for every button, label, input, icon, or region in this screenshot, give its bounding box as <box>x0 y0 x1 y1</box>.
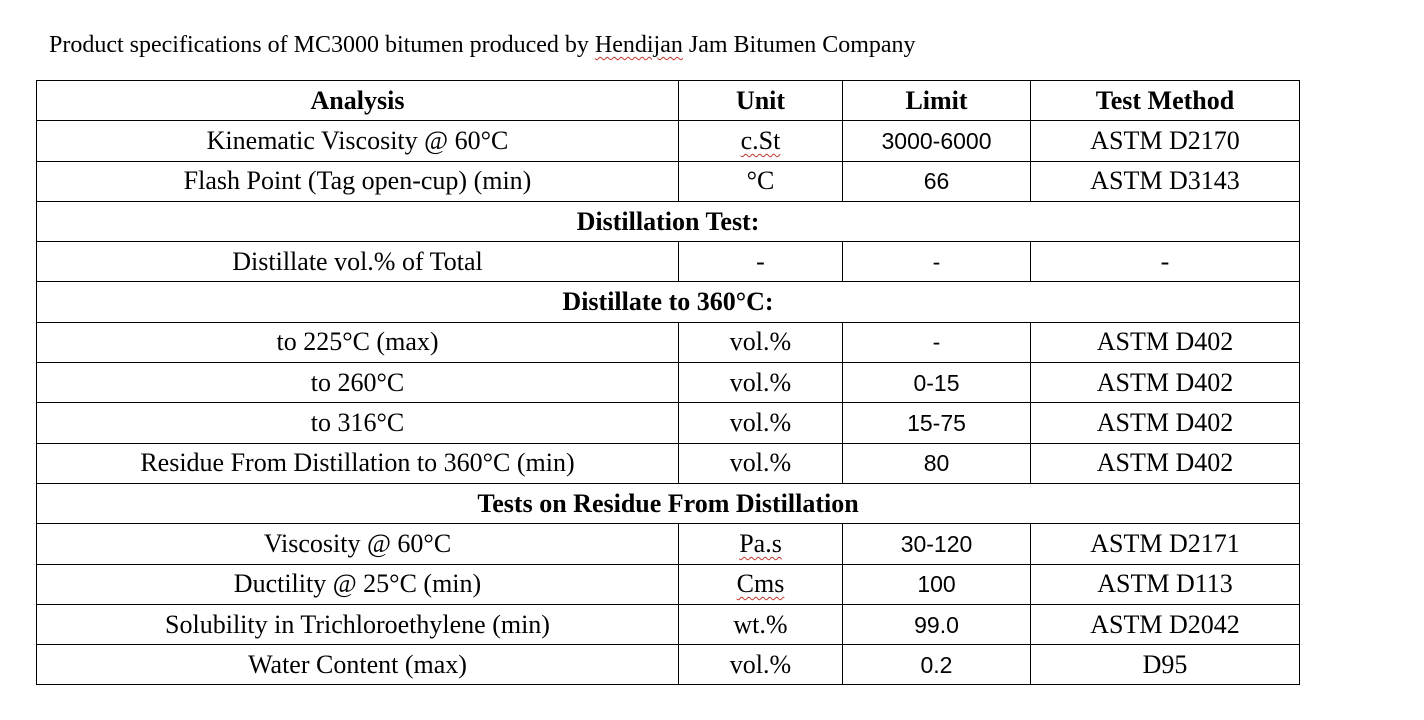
section-row <box>37 201 1300 241</box>
section-heading: Tests on Residue From Distillation <box>37 483 1300 523</box>
table-row <box>37 524 1300 564</box>
cell-unit: vol.% <box>679 403 843 443</box>
cell-test-method: ASTM D402 <box>1031 363 1300 403</box>
table-caption <box>49 30 916 60</box>
cell-analysis: Solubility in Trichloroethylene (min) <box>37 604 679 644</box>
cell-limit: 15-75 <box>843 403 1031 443</box>
table-row <box>37 322 1300 362</box>
header-test-method: Test Method <box>1031 81 1300 121</box>
cell-test-method: ASTM D3143 <box>1031 161 1300 201</box>
table-row <box>37 242 1300 282</box>
cell-unit-text: c.St <box>740 125 781 155</box>
table-row <box>37 604 1300 644</box>
cell-analysis: to 260°C <box>37 363 679 403</box>
cell-test-method: ASTM D113 <box>1031 564 1300 604</box>
cell-test-method: ASTM D402 <box>1031 403 1300 443</box>
table-header-row <box>37 81 1300 121</box>
cell-limit: - <box>843 322 1031 362</box>
cell-analysis: Flash Point (Tag open-cup) (min) <box>37 161 679 201</box>
table-row <box>37 645 1300 685</box>
cell-limit: 3000-6000 <box>843 121 1031 161</box>
cell-analysis: Kinematic Viscosity @ 60°C <box>37 121 679 161</box>
cell-unit-text: Pa.s <box>739 528 782 558</box>
cell-analysis: Water Content (max) <box>37 645 679 685</box>
cell-analysis: Residue From Distillation to 360°C (min) <box>37 443 679 483</box>
cell-unit: vol.% <box>679 322 843 362</box>
cell-test-method: ASTM D402 <box>1031 322 1300 362</box>
cell-unit-text: Cms <box>736 569 785 599</box>
cell-test-method: ASTM D2170 <box>1031 121 1300 161</box>
cell-limit: 99.0 <box>843 604 1031 644</box>
table-row <box>37 443 1300 483</box>
caption-text-start: Product specifications of MC3000 bitumen produced by <box>49 32 595 58</box>
cell-unit: vol.% <box>679 443 843 483</box>
cell-analysis: Distillate vol.% of Total <box>37 242 679 282</box>
cell-test-method: ASTM D2042 <box>1031 604 1300 644</box>
cell-limit: 66 <box>843 161 1031 201</box>
specifications-table <box>36 80 1300 685</box>
cell-limit: 80 <box>843 443 1031 483</box>
cell-limit: 0.2 <box>843 645 1031 685</box>
cell-analysis: to 225°C (max) <box>37 322 679 362</box>
section-row <box>37 282 1300 322</box>
cell-analysis: to 316°C <box>37 403 679 443</box>
header-limit: Limit <box>843 81 1031 121</box>
cell-test-method: - <box>1031 242 1300 282</box>
section-heading: Distillation Test: <box>37 201 1300 241</box>
table-row <box>37 363 1300 403</box>
cell-analysis: Ductility @ 25°C (min) <box>37 564 679 604</box>
table-row <box>37 161 1300 201</box>
caption-flagged-word: Hendijan <box>594 32 683 58</box>
cell-test-method: D95 <box>1031 645 1300 685</box>
table-row <box>37 564 1300 604</box>
caption-text-end: Jam Bitumen Company <box>682 32 916 58</box>
cell-unit <box>679 524 843 564</box>
cell-unit: °C <box>679 161 843 201</box>
cell-test-method: ASTM D402 <box>1031 443 1300 483</box>
cell-test-method: ASTM D2171 <box>1031 524 1300 564</box>
cell-unit: - <box>679 242 843 282</box>
cell-unit: wt.% <box>679 604 843 644</box>
cell-limit: - <box>843 242 1031 282</box>
cell-limit: 0-15 <box>843 363 1031 403</box>
cell-unit <box>679 564 843 604</box>
cell-unit: vol.% <box>679 363 843 403</box>
cell-limit: 100 <box>843 564 1031 604</box>
header-analysis: Analysis <box>37 81 679 121</box>
cell-unit: vol.% <box>679 645 843 685</box>
section-row <box>37 483 1300 523</box>
table-row <box>37 403 1300 443</box>
cell-limit: 30-120 <box>843 524 1031 564</box>
cell-analysis: Viscosity @ 60°C <box>37 524 679 564</box>
cell-unit <box>679 121 843 161</box>
header-unit: Unit <box>679 81 843 121</box>
section-heading: Distillate to 360°C: <box>37 282 1300 322</box>
table-row <box>37 121 1300 161</box>
